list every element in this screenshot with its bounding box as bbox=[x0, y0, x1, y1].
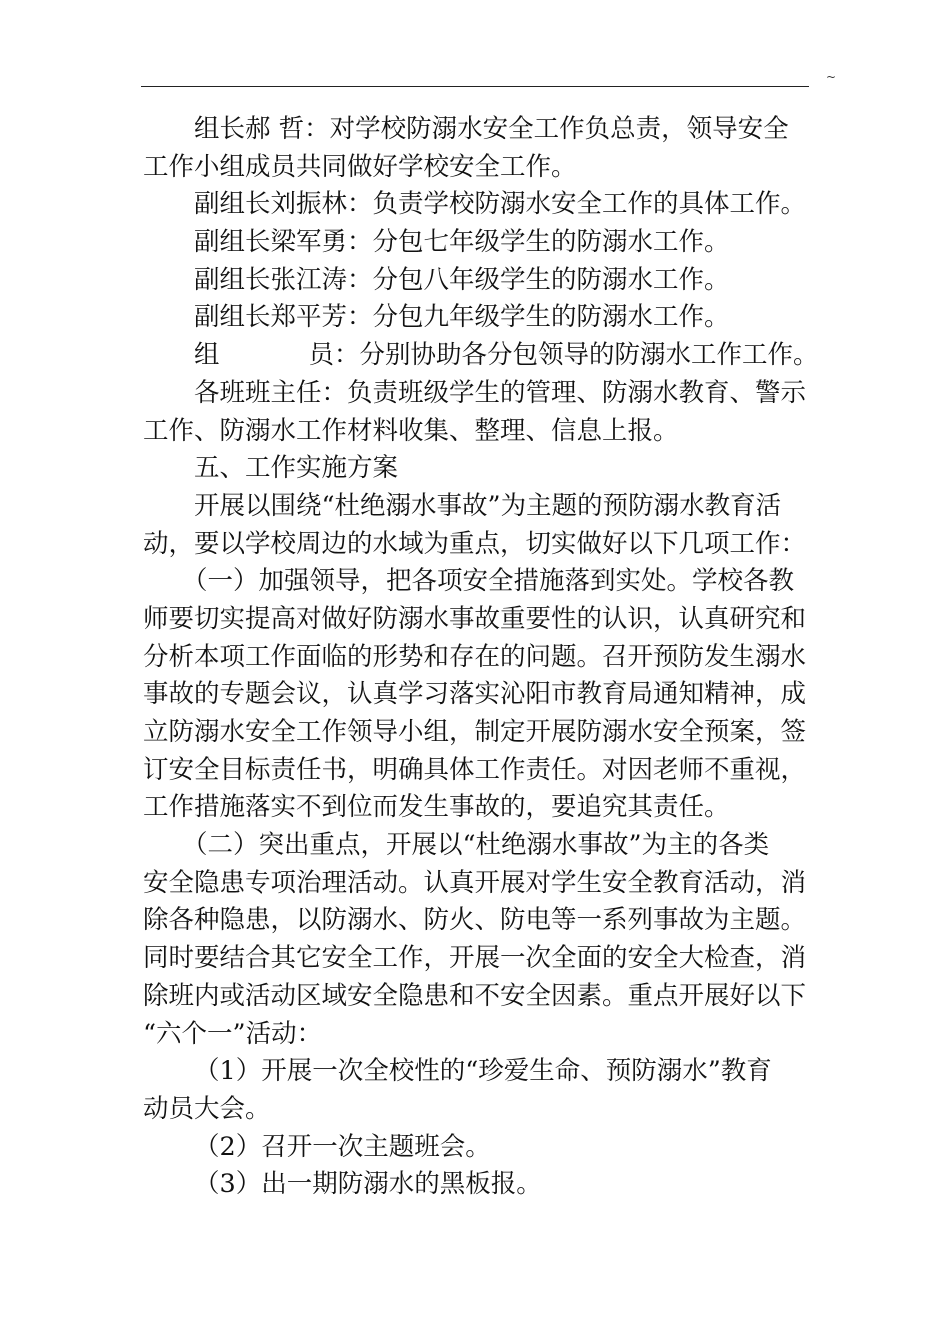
paragraph-line: 开展以围绕“杜绝溺水事故”为主题的预防溺水教育活 bbox=[194, 490, 782, 521]
paragraph-line: 动，要以学校周边的水域为重点，切实做好以下几项工作： bbox=[143, 528, 807, 559]
paragraph-line: 工作措施落实不到位而发生事故的，要追究其责任。 bbox=[143, 792, 730, 823]
paragraph-line: 副组长张江涛：分包八年级学生的防溺水工作。 bbox=[194, 264, 730, 295]
list-item: （1）开展一次全校性的“珍爱生命、预防溺水”教育 bbox=[194, 1056, 772, 1087]
paragraph-line: 师要切实提高对做好防溺水事故重要性的认识，认真研究和 bbox=[143, 603, 807, 634]
paragraph-line bbox=[143, 337, 819, 375]
paragraph-line: 分析本项工作面临的形势和存在的问题。召开预防发生溺水 bbox=[143, 641, 807, 672]
paragraph-line: 安全隐患专项治理活动。认真开展对学生安全教育活动，消 bbox=[143, 867, 807, 898]
paragraph-line: （二）突出重点，开展以“杜绝溺水事故”为主的各类 bbox=[182, 830, 770, 861]
paragraph-line: “六个一”活动： bbox=[143, 1018, 323, 1049]
section-heading: 五、工作实施方案 bbox=[194, 453, 399, 484]
header-rule bbox=[141, 86, 809, 87]
list-item: （2）召开一次主题班会。 bbox=[194, 1131, 491, 1162]
paragraph-line: 副组长梁军勇：分包七年级学生的防溺水工作。 bbox=[194, 227, 730, 258]
paragraph-line: 副组长刘振林：负责学校防溺水安全工作的具体工作。 bbox=[194, 189, 807, 220]
header-mark: ~ bbox=[826, 70, 837, 84]
paragraph-line: 工作、防溺水工作材料收集、整理、信息上报。 bbox=[143, 415, 679, 446]
paragraph-line: 动员大会。 bbox=[143, 1093, 271, 1124]
paragraph-line: （一）加强领导，把各项安全措施落到实处。学校各教 bbox=[182, 566, 795, 597]
paragraph-line: 工作小组成员共同做好学校安全工作。 bbox=[143, 151, 577, 182]
member-label-part1: 组 bbox=[194, 340, 220, 371]
paragraph-line: 同时要结合其它安全工作，开展一次全面的安全大检查，消 bbox=[143, 943, 807, 974]
paragraph-line: 除班内或活动区域安全隐患和不安全因素。重点开展好以下 bbox=[143, 980, 807, 1011]
paragraph-line: 组长郝 哲：对学校防溺水安全工作负总责，领导安全 bbox=[194, 114, 789, 144]
paragraph-line: 副组长郑平芳：分包九年级学生的防溺水工作。 bbox=[194, 302, 730, 333]
paragraph-line: 事故的专题会议，认真学习落实沁阳市教育局通知精神，成 bbox=[143, 679, 807, 710]
paragraph-line: 各班班主任：负责班级学生的管理、防溺水教育、警示 bbox=[194, 377, 807, 408]
paragraph-line: 立防溺水安全工作领导小组，制定开展防溺水安全预案，签 bbox=[143, 717, 807, 747]
document-body bbox=[143, 111, 819, 1204]
paragraph-line: 订安全目标责任书，明确具体工作责任。对因老师不重视， bbox=[143, 754, 807, 785]
list-item: （3）出一期防溺水的黑板报。 bbox=[194, 1169, 542, 1200]
paragraph-line: 除各种隐患，以防溺水、防火、防电等一系列事故为主题。 bbox=[143, 905, 807, 936]
member-label-part2: 员：分别协助各分包领导的防溺水工作工作。 bbox=[308, 340, 819, 371]
